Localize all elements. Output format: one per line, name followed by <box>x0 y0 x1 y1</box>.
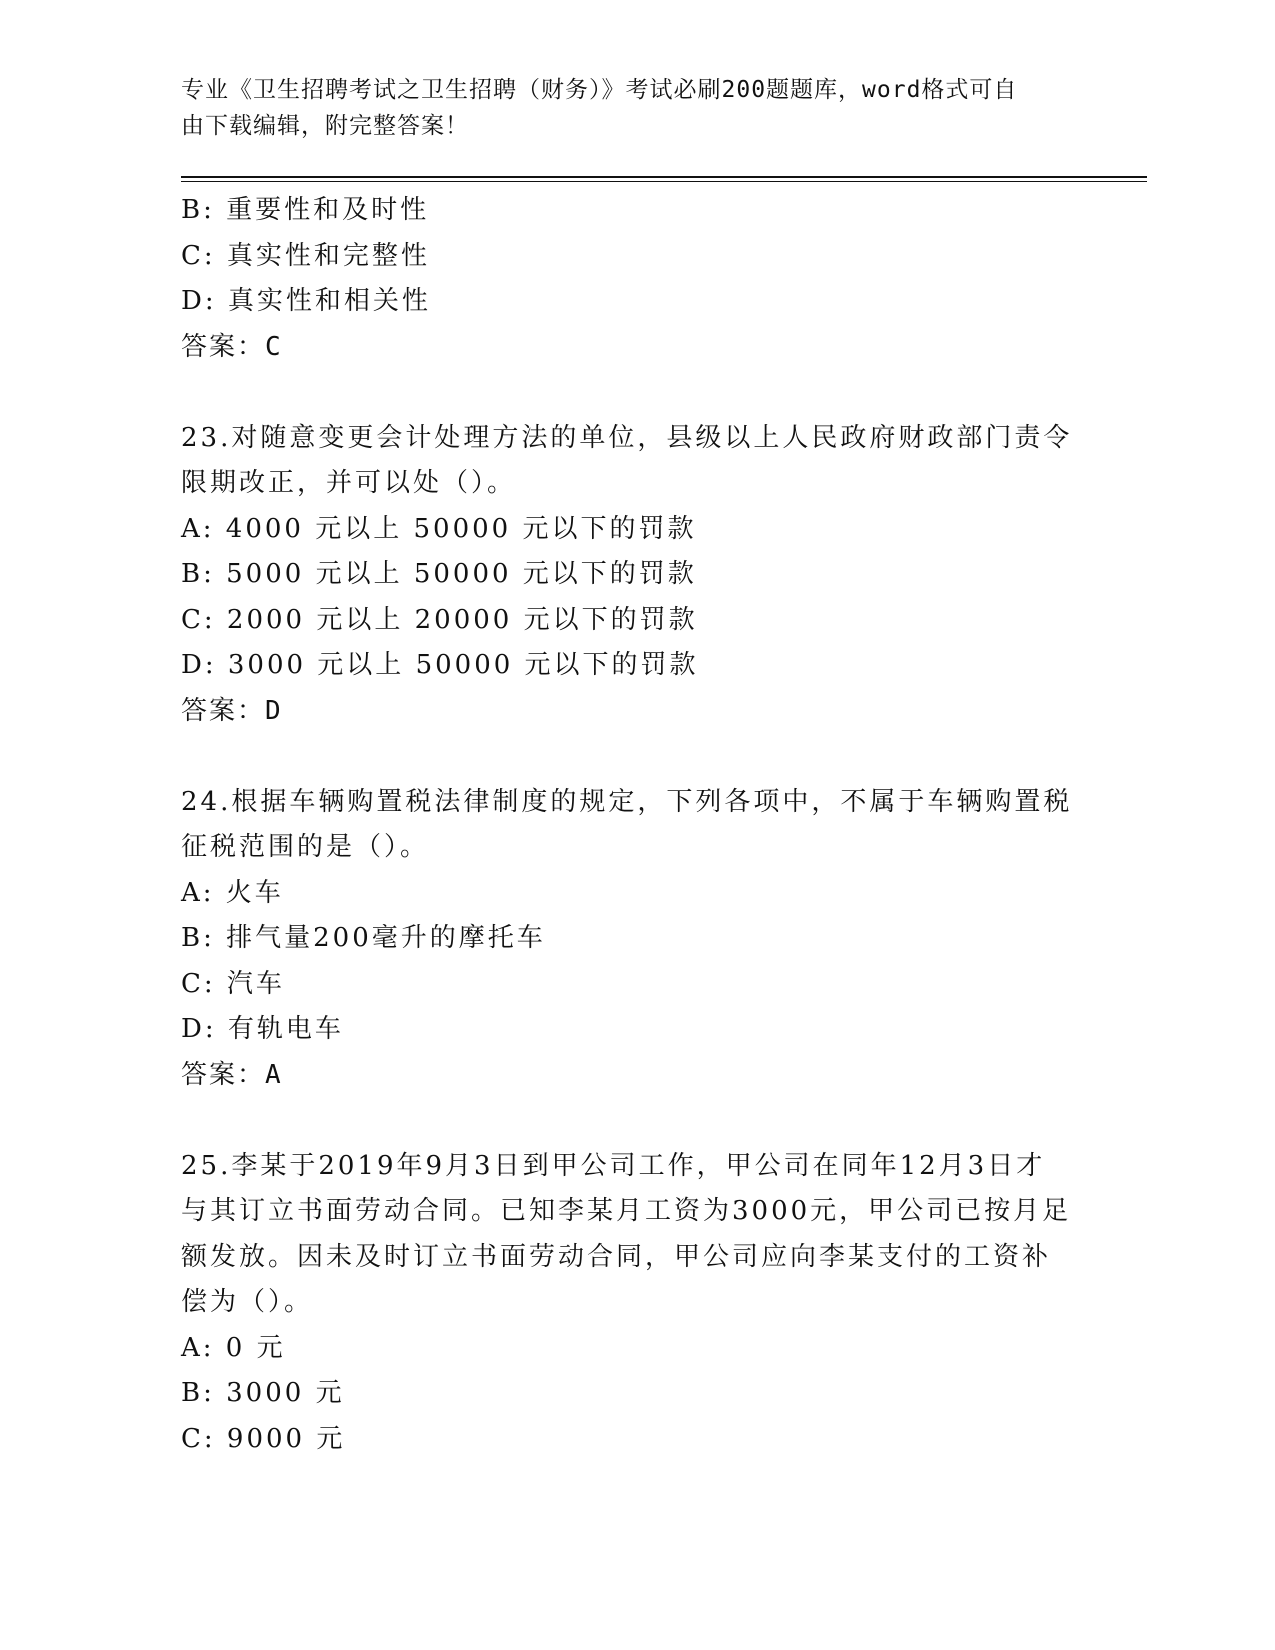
question-25 <box>181 1144 1081 1463</box>
option-c: C: 9000 元 <box>181 1423 346 1454</box>
document-header <box>181 72 1061 144</box>
header-divider-thin <box>181 181 1147 182</box>
question-stem: 征税范围的是（）。 <box>181 832 430 862</box>
option-a: A: 火车 <box>181 877 284 908</box>
question-24 <box>181 780 1081 1099</box>
question-stem: 24.根据车辆购置税法律制度的规定，下列各项中，不属于车辆购置税 <box>181 786 1073 817</box>
question-stem: 偿为（）。 <box>181 1287 314 1317</box>
option-d: D: 有轨电车 <box>181 1014 344 1044</box>
option-b: B: 重要性和及时性 <box>181 195 430 225</box>
answer-line: 答案：D <box>181 695 283 726</box>
answer-line: 答案：A <box>181 1059 283 1090</box>
spacer <box>181 370 1081 416</box>
answer-line: 答案：C <box>181 331 283 362</box>
option-b: B: 3000 元 <box>181 1378 345 1408</box>
question-23 <box>181 416 1081 735</box>
option-c: C: 真实性和完整性 <box>181 240 430 271</box>
option-b: B: 排气量200毫升的摩托车 <box>181 923 546 953</box>
header-line-1: 专业《卫生招聘考试之卫生招聘（财务）》考试必刷200题题库，word格式可自 <box>181 77 1018 103</box>
option-c: C: 汽车 <box>181 968 285 999</box>
question-stem: 额发放。因未及时订立书面劳动合同，甲公司应向李某支付的工资补 <box>181 1241 1052 1272</box>
option-d: D: 真实性和相关性 <box>181 286 431 316</box>
option-d: D: 3000 元以上 50000 元以下的罚款 <box>181 650 699 680</box>
header-divider-thick <box>181 176 1147 178</box>
option-a: A: 0 元 <box>181 1332 286 1363</box>
question-stem: 限期改正，并可以处（）。 <box>181 468 517 498</box>
spacer <box>181 1098 1081 1144</box>
option-a: A: 4000 元以上 50000 元以下的罚款 <box>181 513 697 544</box>
option-c: C: 2000 元以上 20000 元以下的罚款 <box>181 604 698 635</box>
question-list <box>181 188 1081 1462</box>
question-stem: 25.李某于2019年9月3日到甲公司工作，甲公司在同年12月3日才 <box>181 1150 1046 1181</box>
option-b: B: 5000 元以上 50000 元以下的罚款 <box>181 559 697 589</box>
question-stem: 23.对随意变更会计处理方法的单位，县级以上人民政府财政部门责令 <box>181 422 1073 453</box>
question-22-tail <box>181 188 1081 370</box>
header-line-2: 由下载编辑，附完整答案！ <box>181 113 469 139</box>
spacer <box>181 734 1081 780</box>
question-stem: 与其订立书面劳动合同。已知李某月工资为3000元，甲公司已按月足 <box>181 1196 1072 1226</box>
